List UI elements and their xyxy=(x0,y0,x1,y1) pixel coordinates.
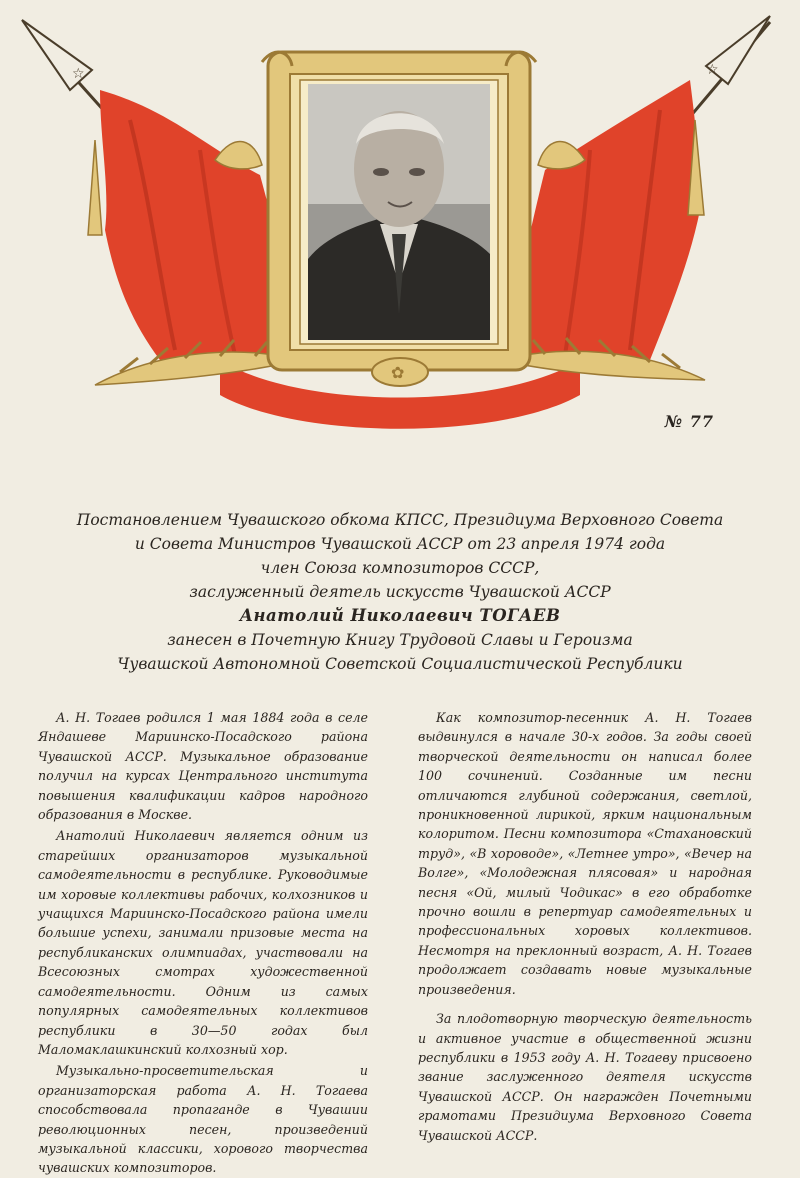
biography-paragraph: Как композитор-песенник А. Н. Тогаев выдвинулся в начале 30-х годов. За годы своей творческой деятельности он написал более 100 сочинений. Созданные им песни отличаются глубиной содержания, светлой, проникновенной лирикой, ярким национальным колоритом. Песни композитора «Стахановский труд», «В хороводе», «Летнее утро», «Вечер на Волге», «Молодежная плясовая» и народная песня «Ой, милый Чодикас» в его обработке прочно вошли в репертуар самодеятельных и профессиональных хоровых коллективов. Несмотря на преклонный возраст, А. Н. Тогаев продолжает создавать новые музыкальные произведения. xyxy=(418,710,752,997)
heading-line-5: занесен в Почетную Книгу Трудовой Славы и Героизма xyxy=(167,631,633,649)
heading-line-3: член Союза композиторов СССР, xyxy=(260,559,540,577)
heading-line-6: Чувашской Автономной Советской Социалистической Республики xyxy=(117,655,683,673)
resolution-heading xyxy=(40,508,760,676)
left-tassel-icon xyxy=(88,140,102,235)
heading-line-4: заслуженный деятель искусств Чувашской АССР xyxy=(189,583,611,601)
left-upper-leaves-icon xyxy=(215,141,262,168)
biography-paragraph: Анатолий Николаевич является одним из старейших организаторов музыкальной самодеятельности в республике. Руководимые им хоровые коллективы рабочих, колхозников и учащихся Мариинско-Посадского района имели большие успехи, занимали призовые места на республиканских олимпиадах, участвовали на Всесоюзных смотрах художественной самодеятельности. Одним из самых популярных самодеятельных коллективов республики в 30—50 годах был Маломаклашкинский колхозный хор. xyxy=(38,828,368,1057)
portrait-photo xyxy=(308,84,490,340)
left-star-icon: ☆ xyxy=(72,66,85,82)
svg-text:✿: ✿ xyxy=(391,363,405,382)
biography-paragraph: А. Н. Тогаев родился 1 мая 1884 года в селе Яндашеве Мариинско-Посадского района Чувашской АССР. Музыкальное образование получил на курсах Центрального института повышения квалификации кадров народного образования в Москве. xyxy=(38,710,368,823)
honoree-name: Анатолий Николаевич ТОГАЕВ xyxy=(239,606,561,625)
right-red-flag xyxy=(505,80,700,362)
biography-right-column xyxy=(418,708,752,1145)
biography-left-column xyxy=(38,708,368,1178)
biography-paragraph: За плодотворную творческую деятельность и активное участие в общественной жизни республики в 1953 году А. Н. Тогаеву присвоено звание заслуженного деятеля искусств Чувашской АССР. Он награжден Почетными грамотами Президиума Верховного Совета Чувашской АССР. xyxy=(418,1011,752,1143)
heading-line-2: и Совета Министров Чувашской АССР от 23 апреля 1974 года xyxy=(134,535,666,553)
heading-line-1: Постановлением Чувашского обкома КПСС, Президиума Верховного Совета xyxy=(76,511,724,529)
biography-paragraph: Музыкально-просветительская и организаторская работа А. Н. Тогаева способствовала пропаганде в Чувашии революционных песен, произведений музыкальной классики, хорового творчества чувашских композиторов. xyxy=(38,1063,368,1176)
right-upper-leaves-icon xyxy=(538,141,585,168)
portrait-figure xyxy=(308,84,490,340)
right-star-icon: ☆ xyxy=(706,62,719,78)
document-number: № 77 xyxy=(664,412,714,431)
